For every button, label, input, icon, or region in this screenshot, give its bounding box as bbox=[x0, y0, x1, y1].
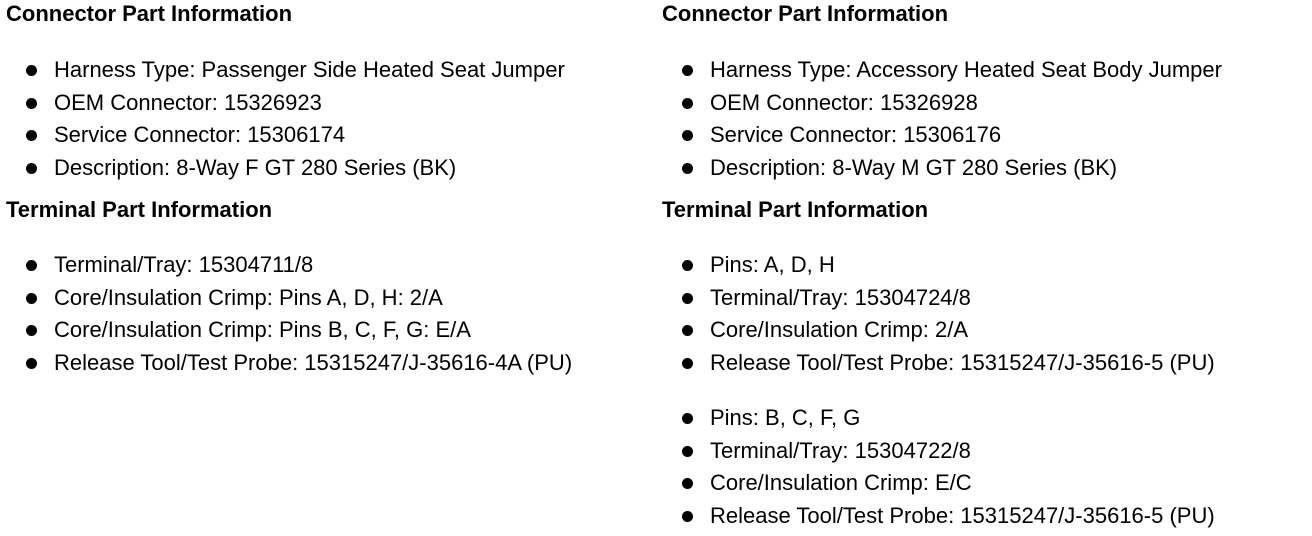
bullet-icon bbox=[26, 293, 37, 304]
crimp-text: Core/Insulation Crimp: Pins B, C, F, G: E/A bbox=[54, 317, 471, 342]
bullet-icon bbox=[682, 446, 693, 457]
pins-text: Pins: B, C, F, G bbox=[710, 405, 861, 430]
left-terminal-heading: Terminal Part Information bbox=[6, 197, 273, 222]
right-terminal-group-1 bbox=[662, 249, 1215, 379]
terminal-tray-text: Terminal/Tray: 15304711/8 bbox=[54, 252, 314, 277]
harness-type-text: Harness Type: Accessory Heated Seat Body Jumper bbox=[710, 57, 1222, 82]
list-item bbox=[662, 402, 1215, 435]
list-item bbox=[662, 314, 1215, 347]
bullet-icon bbox=[682, 478, 693, 489]
list-item bbox=[662, 249, 1215, 282]
terminal-tray-text: Terminal/Tray: 15304724/8 bbox=[710, 284, 971, 310]
list-item bbox=[662, 119, 1222, 152]
harness-type-text: Harness Type: Passenger Side Heated Seat Jumper bbox=[54, 57, 565, 82]
list-item bbox=[662, 54, 1222, 87]
list-item bbox=[662, 435, 1215, 468]
list-item bbox=[6, 119, 565, 152]
right-terminal-group-2 bbox=[662, 402, 1215, 532]
bullet-icon bbox=[26, 358, 37, 369]
terminal-tray-text: Terminal/Tray: 15304722/8 bbox=[710, 437, 971, 463]
left-connector-heading: Connector Part Information bbox=[6, 1, 293, 26]
list-item bbox=[6, 54, 565, 87]
bullet-icon bbox=[26, 325, 37, 336]
bullet-icon bbox=[26, 98, 37, 109]
list-item bbox=[662, 347, 1215, 380]
bullet-icon bbox=[26, 260, 37, 271]
list-item bbox=[6, 347, 572, 380]
list-item bbox=[6, 314, 572, 347]
list-item bbox=[662, 467, 1215, 500]
bullet-icon bbox=[682, 413, 693, 424]
bullet-icon bbox=[682, 163, 693, 174]
list-item bbox=[662, 87, 1222, 120]
service-connector-text: Service Connector: 15306174 bbox=[54, 122, 346, 147]
description-text: Description: 8-Way M GT 280 Series (BK) bbox=[710, 154, 1118, 180]
bullet-icon bbox=[26, 65, 37, 76]
list-item bbox=[6, 282, 572, 315]
bullet-icon bbox=[682, 511, 693, 522]
release-tool-text: Release Tool/Test Probe: 15315247/J-35616-4A (PU) bbox=[54, 349, 573, 375]
right-connector-list bbox=[662, 54, 1222, 184]
bullet-icon bbox=[26, 130, 37, 141]
release-tool-text: Release Tool/Test Probe: 15315247/J-35616-5 (PU) bbox=[710, 502, 1215, 528]
oem-connector-text: OEM Connector: 15326923 bbox=[54, 89, 322, 115]
bullet-icon bbox=[682, 98, 693, 109]
bullet-icon bbox=[682, 130, 693, 141]
list-item bbox=[6, 87, 565, 120]
list-item bbox=[6, 249, 572, 282]
right-connector-heading: Connector Part Information bbox=[662, 1, 949, 26]
release-tool-text: Release Tool/Test Probe: 15315247/J-35616-5 (PU) bbox=[710, 349, 1215, 375]
bullet-icon bbox=[682, 65, 693, 76]
bullet-icon bbox=[682, 293, 693, 304]
crimp-text: Core/Insulation Crimp: E/C bbox=[710, 470, 972, 495]
oem-connector-text: OEM Connector: 15326928 bbox=[710, 89, 978, 115]
right-terminal-heading: Terminal Part Information bbox=[662, 197, 929, 222]
bullet-icon bbox=[682, 325, 693, 336]
crimp-text: Core/Insulation Crimp: 2/A bbox=[710, 317, 968, 342]
bullet-icon bbox=[682, 260, 693, 271]
left-terminal-list bbox=[6, 249, 572, 379]
crimp-text: Core/Insulation Crimp: Pins A, D, H: 2/A bbox=[54, 284, 443, 310]
pins-text: Pins: A, D, H bbox=[710, 252, 835, 277]
description-text: Description: 8-Way F GT 280 Series (BK) bbox=[54, 154, 457, 180]
bullet-icon bbox=[682, 358, 693, 369]
list-item bbox=[662, 500, 1215, 533]
list-item bbox=[662, 282, 1215, 315]
left-connector-list bbox=[6, 54, 565, 184]
service-connector-text: Service Connector: 15306176 bbox=[710, 122, 1002, 147]
bullet-icon bbox=[26, 163, 37, 174]
list-item bbox=[6, 152, 565, 185]
list-item bbox=[662, 152, 1222, 185]
